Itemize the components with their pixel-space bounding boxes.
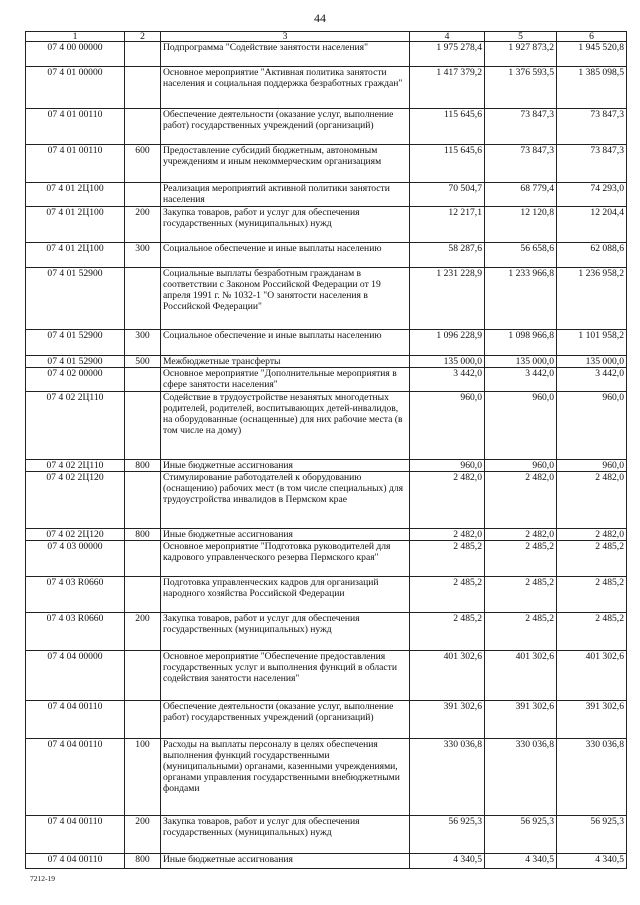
table-row	[26, 109, 627, 145]
row-name: Реализация мероприятий активной политики занятости населения	[161, 183, 410, 207]
table-row	[26, 330, 627, 356]
row-value-col5: 3 442,0	[485, 368, 557, 392]
row-value-col6: 56 925,3	[557, 816, 627, 854]
row-kvr	[125, 183, 161, 207]
row-value-col4: 12 217,1	[410, 207, 485, 243]
row-value-col5: 960,0	[485, 460, 557, 472]
table-row	[26, 145, 627, 183]
row-value-col4: 391 302,6	[410, 701, 485, 739]
row-value-col4: 56 925,3	[410, 816, 485, 854]
row-code: 07 4 03 R0660	[26, 577, 125, 613]
row-kvr	[125, 541, 161, 577]
row-value-col5: 135 000,0	[485, 356, 557, 368]
row-name: Иные бюджетные ассигнования	[161, 529, 410, 541]
row-name: Расходы на выплаты персоналу в целях обеспечения выполнения функций государственными (муниципальными) органами, казенными учреждениями, органами управления государственными внебюджетными фондами	[161, 739, 410, 816]
table-row	[26, 529, 627, 541]
row-code: 07 4 02 2Ц120	[26, 472, 125, 529]
row-code: 07 4 04 00110	[26, 701, 125, 739]
row-name: Социальное обеспечение и иные выплаты населению	[161, 330, 410, 356]
table-row	[26, 268, 627, 330]
row-kvr	[125, 42, 161, 67]
row-code: 07 4 01 2Ц100	[26, 243, 125, 268]
row-name: Обеспечение деятельности (оказание услуг, выполнение работ) государственных учреждений (организаций)	[161, 109, 410, 145]
row-code: 07 4 01 52900	[26, 356, 125, 368]
row-value-col5: 73 847,3	[485, 145, 557, 183]
row-code: 07 4 02 00000	[26, 368, 125, 392]
row-value-col5: 1 927 873,2	[485, 42, 557, 67]
row-value-col4: 401 302,6	[410, 651, 485, 701]
row-value-col5: 73 847,3	[485, 109, 557, 145]
row-value-col6: 2 482,0	[557, 472, 627, 529]
row-code: 07 4 01 52900	[26, 330, 125, 356]
row-value-col5: 391 302,6	[485, 701, 557, 739]
row-name: Содействие в трудоустройстве незанятых многодетных родителей, родителей, воспитывающих детей-инвалидов, на оборудованные (оснащенные) для них рабочие места (в том числе на дому)	[161, 392, 410, 460]
row-code: 07 4 03 00000	[26, 541, 125, 577]
row-value-col5: 2 485,2	[485, 541, 557, 577]
row-name: Социальное обеспечение и иные выплаты населению	[161, 243, 410, 268]
row-code: 07 4 01 2Ц100	[26, 207, 125, 243]
row-value-col4: 2 482,0	[410, 529, 485, 541]
header-row	[26, 32, 627, 42]
table-row	[26, 816, 627, 854]
budget-table	[25, 31, 627, 869]
row-value-col6: 73 847,3	[557, 145, 627, 183]
row-value-col6: 1 945 520,8	[557, 42, 627, 67]
table-row	[26, 356, 627, 368]
row-value-col4: 70 504,7	[410, 183, 485, 207]
row-kvr	[125, 109, 161, 145]
column-header: 3	[161, 32, 410, 42]
row-kvr: 200	[125, 207, 161, 243]
row-value-col4: 3 442,0	[410, 368, 485, 392]
row-value-col4: 135 000,0	[410, 356, 485, 368]
row-value-col6: 1 236 958,2	[557, 268, 627, 330]
table-row	[26, 541, 627, 577]
footer-code: 7212-19	[30, 874, 55, 883]
row-value-col6: 2 482,0	[557, 529, 627, 541]
table-body	[26, 42, 627, 869]
row-name: Закупка товаров, работ и услуг для обеспечения государственных (муниципальных) нужд	[161, 207, 410, 243]
column-header: 6	[557, 32, 627, 42]
row-value-col5: 56 658,6	[485, 243, 557, 268]
table-row	[26, 577, 627, 613]
row-code: 07 4 01 52900	[26, 268, 125, 330]
row-kvr	[125, 577, 161, 613]
row-value-col4: 330 036,8	[410, 739, 485, 816]
row-name: Основное мероприятие "Дополнительные мероприятия в сфере занятости населения"	[161, 368, 410, 392]
table-row	[26, 854, 627, 869]
row-value-col4: 4 340,5	[410, 854, 485, 869]
row-value-col6: 62 088,6	[557, 243, 627, 268]
row-code: 07 4 01 2Ц100	[26, 183, 125, 207]
row-value-col6: 960,0	[557, 392, 627, 460]
row-value-col6: 74 293,0	[557, 183, 627, 207]
row-value-col6: 1 385 098,5	[557, 67, 627, 109]
row-code: 07 4 02 2Ц110	[26, 460, 125, 472]
column-header: 2	[125, 32, 161, 42]
table-row	[26, 67, 627, 109]
row-value-col6: 960,0	[557, 460, 627, 472]
row-value-col5: 2 485,2	[485, 577, 557, 613]
row-code: 07 4 04 00110	[26, 854, 125, 869]
row-code: 07 4 00 00000	[26, 42, 125, 67]
row-kvr: 500	[125, 356, 161, 368]
row-kvr	[125, 392, 161, 460]
row-name: Основное мероприятие "Обеспечение предоставления государственных услуг и выполнения функций в области содействия занятости населения"	[161, 651, 410, 701]
table-row	[26, 243, 627, 268]
row-value-col4: 1 975 278,4	[410, 42, 485, 67]
row-kvr: 100	[125, 739, 161, 816]
row-value-col6: 391 302,6	[557, 701, 627, 739]
row-name: Подготовка управленческих кадров для организаций народного хозяйства Российской Федерации	[161, 577, 410, 613]
table-row	[26, 392, 627, 460]
row-kvr	[125, 472, 161, 529]
row-value-col5: 330 036,8	[485, 739, 557, 816]
row-value-col5: 56 925,3	[485, 816, 557, 854]
table-row	[26, 472, 627, 529]
row-name: Предоставление субсидий бюджетным, автономным учреждениям и иным некоммерческим организациям	[161, 145, 410, 183]
row-value-col6: 73 847,3	[557, 109, 627, 145]
row-value-col4: 115 645,6	[410, 145, 485, 183]
row-value-col5: 1 233 966,8	[485, 268, 557, 330]
row-kvr	[125, 651, 161, 701]
table-row	[26, 613, 627, 651]
row-kvr: 200	[125, 613, 161, 651]
row-value-col4: 960,0	[410, 392, 485, 460]
row-value-col4: 2 482,0	[410, 472, 485, 529]
row-value-col6: 1 101 958,2	[557, 330, 627, 356]
row-name: Обеспечение деятельности (оказание услуг, выполнение работ) государственных учреждений (организаций)	[161, 701, 410, 739]
row-code: 07 4 04 00110	[26, 816, 125, 854]
row-value-col4: 1 417 379,2	[410, 67, 485, 109]
table-row	[26, 42, 627, 67]
row-value-col5: 1 098 966,8	[485, 330, 557, 356]
row-value-col4: 2 485,2	[410, 541, 485, 577]
row-code: 07 4 01 00000	[26, 67, 125, 109]
row-kvr: 200	[125, 816, 161, 854]
row-value-col5: 68 779,4	[485, 183, 557, 207]
row-name: Стимулирование работодателей к оборудованию (оснащению) рабочих мест (в том числе специальных) для трудоустройства инвалидов в Пермском крае	[161, 472, 410, 529]
row-name: Закупка товаров, работ и услуг для обеспечения государственных (муниципальных) нужд	[161, 816, 410, 854]
row-value-col4: 2 485,2	[410, 577, 485, 613]
row-value-col5: 2 482,0	[485, 529, 557, 541]
row-value-col6: 2 485,2	[557, 541, 627, 577]
table-row	[26, 701, 627, 739]
row-name: Подпрограмма "Содействие занятости населения"	[161, 42, 410, 67]
row-code: 07 4 04 00000	[26, 651, 125, 701]
row-value-col4: 960,0	[410, 460, 485, 472]
column-header: 4	[410, 32, 485, 42]
row-code: 07 4 04 00110	[26, 739, 125, 816]
row-name: Иные бюджетные ассигнования	[161, 854, 410, 869]
row-value-col4: 2 485,2	[410, 613, 485, 651]
row-kvr: 800	[125, 529, 161, 541]
row-name: Межбюджетные трансферты	[161, 356, 410, 368]
row-value-col6: 2 485,2	[557, 577, 627, 613]
row-value-col6: 4 340,5	[557, 854, 627, 869]
row-name: Основное мероприятие "Подготовка руководителей для кадрового управленческого резерва Пермского края"	[161, 541, 410, 577]
table-row	[26, 460, 627, 472]
row-kvr: 600	[125, 145, 161, 183]
row-value-col4: 115 645,6	[410, 109, 485, 145]
row-kvr: 300	[125, 330, 161, 356]
table-row	[26, 368, 627, 392]
row-kvr: 800	[125, 460, 161, 472]
row-value-col5: 401 302,6	[485, 651, 557, 701]
column-header: 1	[26, 32, 125, 42]
row-kvr	[125, 368, 161, 392]
row-kvr: 300	[125, 243, 161, 268]
row-code: 07 4 02 2Ц110	[26, 392, 125, 460]
row-code: 07 4 03 R0660	[26, 613, 125, 651]
row-value-col5: 12 120,8	[485, 207, 557, 243]
row-value-col5: 1 376 593,5	[485, 67, 557, 109]
row-kvr	[125, 701, 161, 739]
row-value-col6: 330 036,8	[557, 739, 627, 816]
row-name: Социальные выплаты безработным гражданам в соответствии с Законом Российской Федерации от 19 апреля 1991 г. № 1032-1 "О занятости населения в Российской Федерации"	[161, 268, 410, 330]
row-value-col5: 2 485,2	[485, 613, 557, 651]
row-value-col5: 2 482,0	[485, 472, 557, 529]
row-code: 07 4 01 00110	[26, 109, 125, 145]
row-name: Основное мероприятие "Активная политика занятости населения и социальная поддержка безработных граждан"	[161, 67, 410, 109]
row-value-col4: 1 231 228,9	[410, 268, 485, 330]
row-value-col4: 58 287,6	[410, 243, 485, 268]
row-value-col5: 960,0	[485, 392, 557, 460]
row-name: Закупка товаров, работ и услуг для обеспечения государственных (муниципальных) нужд	[161, 613, 410, 651]
row-value-col6: 135 000,0	[557, 356, 627, 368]
row-kvr	[125, 67, 161, 109]
row-code: 07 4 02 2Ц120	[26, 529, 125, 541]
row-value-col6: 401 302,6	[557, 651, 627, 701]
table-row	[26, 207, 627, 243]
row-value-col4: 1 096 228,9	[410, 330, 485, 356]
row-value-col5: 4 340,5	[485, 854, 557, 869]
table-row	[26, 739, 627, 816]
row-kvr	[125, 268, 161, 330]
row-value-col6: 3 442,0	[557, 368, 627, 392]
row-code: 07 4 01 00110	[26, 145, 125, 183]
table-row	[26, 651, 627, 701]
row-value-col6: 2 485,2	[557, 613, 627, 651]
row-value-col6: 12 204,4	[557, 207, 627, 243]
row-name: Иные бюджетные ассигнования	[161, 460, 410, 472]
page-number: 44	[314, 11, 326, 25]
table-row	[26, 183, 627, 207]
row-kvr: 800	[125, 854, 161, 869]
column-header: 5	[485, 32, 557, 42]
